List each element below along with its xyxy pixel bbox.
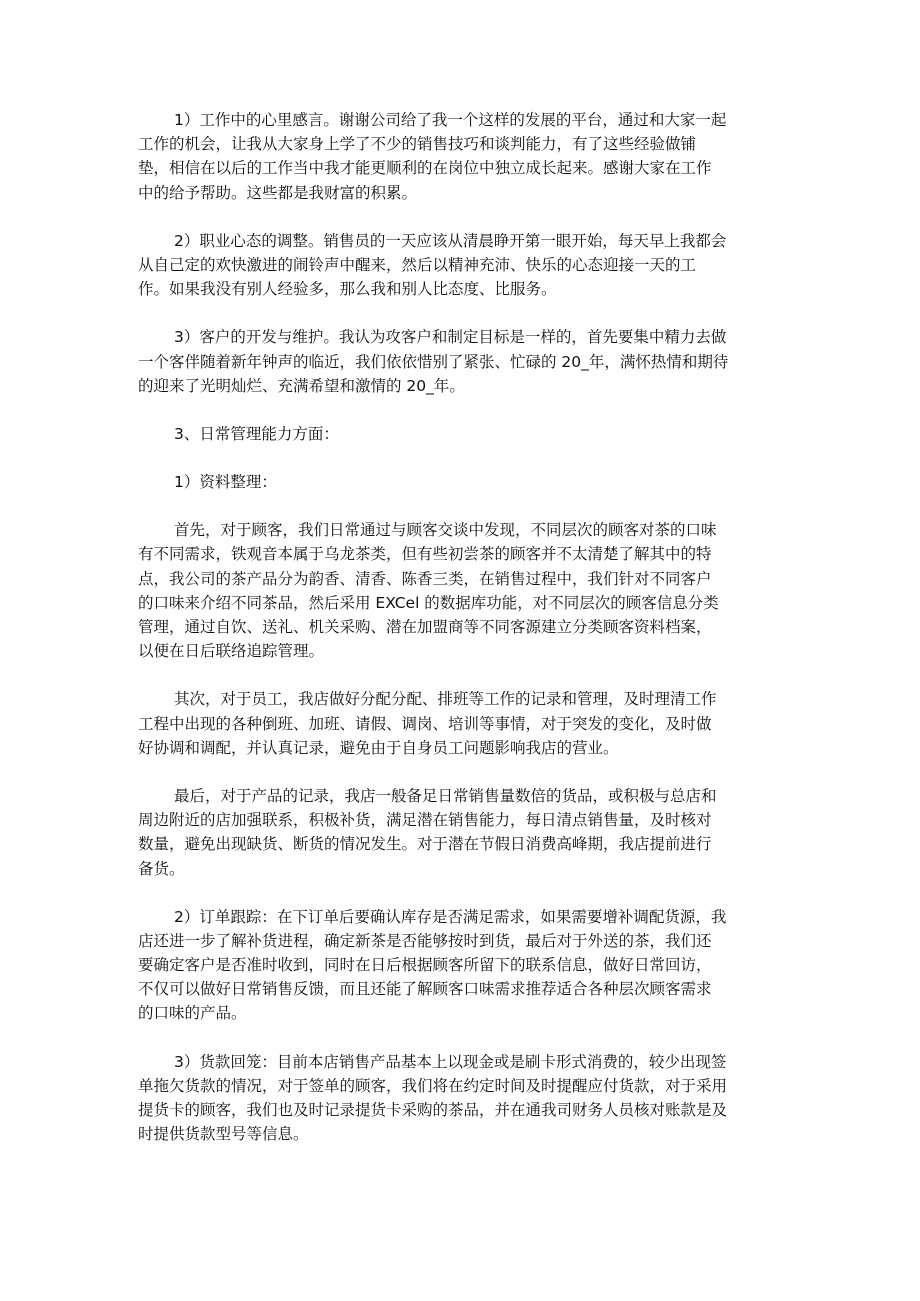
text-line: 其次，对于员工，我店做好分配分配、排班等工作的记录和管理，及时理清工作 xyxy=(174,690,717,709)
paragraph-customer-development xyxy=(138,325,778,398)
paragraph-work-reflection xyxy=(138,108,778,205)
text-line: 有不同需求，铁观音本属于乌龙茶类，但有些初尝茶的顾客并不太清楚了解其中的特 xyxy=(138,545,712,564)
paragraph-mindset-adjustment xyxy=(138,229,778,302)
text-line: 工程中出现的各种倒班、加班、请假、调岗、培训等事情，对于突发的变化，及时做 xyxy=(138,714,712,733)
text-line: 要确定客户是否准时收到，同时在日后根据顾客所留下的联系信息，做好日常回访， xyxy=(138,956,712,975)
text-line: 点，我公司的茶产品分为韵香、清香、陈香三类，在销售过程中，我们针对不同客户 xyxy=(138,569,712,588)
paragraph-order-tracking xyxy=(138,905,778,1026)
paragraph-customers xyxy=(138,518,778,663)
text-line: 的口味的产品。 xyxy=(138,1004,247,1023)
text-line: 2）订单跟踪：在下订单后要确认库存是否满足需求，如果需要增补调配货源，我 xyxy=(174,907,727,926)
text-line: 的口味来介绍不同茶品，然后采用 EXCel 的数据库功能，对不同层次的顾客信息分类 xyxy=(138,593,719,612)
text-line: 首先，对于顾客，我们日常通过与顾客交谈中发现，不同层次的顾客对茶的口味 xyxy=(174,521,717,540)
paragraph-payment-collection xyxy=(138,1050,778,1147)
text-line: 最后，对于产品的记录，我店一般备足日常销售量数倍的货品，或积极与总店和 xyxy=(174,786,717,805)
text-line: 提货卡的顾客，我们也及时记录提货卡采购的茶品，并在通我司财务人员核对账款是及 xyxy=(138,1101,728,1119)
text-line: 不仅可以做好日常销售反馈，而且还能了解顾客口味需求推荐适合各种层次顾客需求 xyxy=(138,980,712,999)
document-body xyxy=(138,108,778,1170)
text-line: 的迎来了光明灿烂、充满希望和激情的 20_年。 xyxy=(138,376,465,395)
text-line: 从自己定的欢快激进的闹铃声中醒来，然后以精神充沛、快乐的心态迎接一天的工 xyxy=(138,255,697,274)
section-heading-daily-management xyxy=(138,422,778,446)
paragraph-staff xyxy=(138,687,778,760)
text-line: 单拖欠货款的情况，对于签单的顾客，我们将在约定时间及时提醒应付货款，对于采用 xyxy=(138,1076,728,1095)
text-line: 1）工作中的心里感言。谢谢公司给了我一个这样的发展的平台，通过和大家一起 xyxy=(174,111,727,129)
text-line: 1）资料整理： xyxy=(174,473,277,492)
text-line: 3）货款回笼：目前本店销售产品基本上以现金或是刷卡形式消费的，较少出现签 xyxy=(174,1052,727,1071)
subheading-data-organization xyxy=(138,470,778,494)
text-line: 3、日常管理能力方面： xyxy=(174,424,339,443)
text-line: 一个客伴随着新年钟声的临近，我们依依惜别了紧张、忙碌的 20_年，满怀热情和期待 xyxy=(138,352,729,371)
paragraph-products xyxy=(138,784,778,881)
text-line: 作。如果我没有别人经验多，那么我和别人比态度、比服务。 xyxy=(138,280,557,299)
text-line: 好协调和调配，并认真记录，避免由于自身员工问题影响我店的营业。 xyxy=(138,738,619,757)
text-line: 以便在日后联络追踪管理。 xyxy=(138,642,325,661)
text-line: 店还进一步了解补货进程，确定新茶是否能够按时到货，最后对于外送的茶，我们还 xyxy=(138,931,712,950)
text-line: 数量，避免出现缺货、断货的情况发生。对于潜在节假日消费高峰期，我店提前进行 xyxy=(138,835,712,854)
text-line: 管理，通过自饮、送礼、机关采购、潜在加盟商等不同客源建立分类顾客资料档案， xyxy=(138,618,712,636)
text-line: 周边附近的店加强联系，积极补货，满足潜在销售能力，每日清点销售量，及时核对 xyxy=(138,811,712,830)
text-line: 2）职业心态的调整。销售员的一天应该从清晨睁开第一眼开始，每天早上我都会 xyxy=(174,231,727,250)
text-line: 备货。 xyxy=(138,859,185,878)
text-line: 3）客户的开发与维护。我认为攻客户和制定目标是一样的，首先要集中精力去做 xyxy=(174,328,727,347)
text-line: 垫，相信在以后的工作当中我才能更顺利的在岗位中独立成长起来。感谢大家在工作 xyxy=(138,159,712,178)
text-line: 工作的机会，让我从大家身上学了不少的销售技巧和谈判能力，有了这些经验做铺 xyxy=(138,135,697,154)
text-line: 时提供货款型号等信息。 xyxy=(138,1125,309,1144)
text-line: 中的给予帮助。这些都是我财富的积累。 xyxy=(138,183,418,202)
